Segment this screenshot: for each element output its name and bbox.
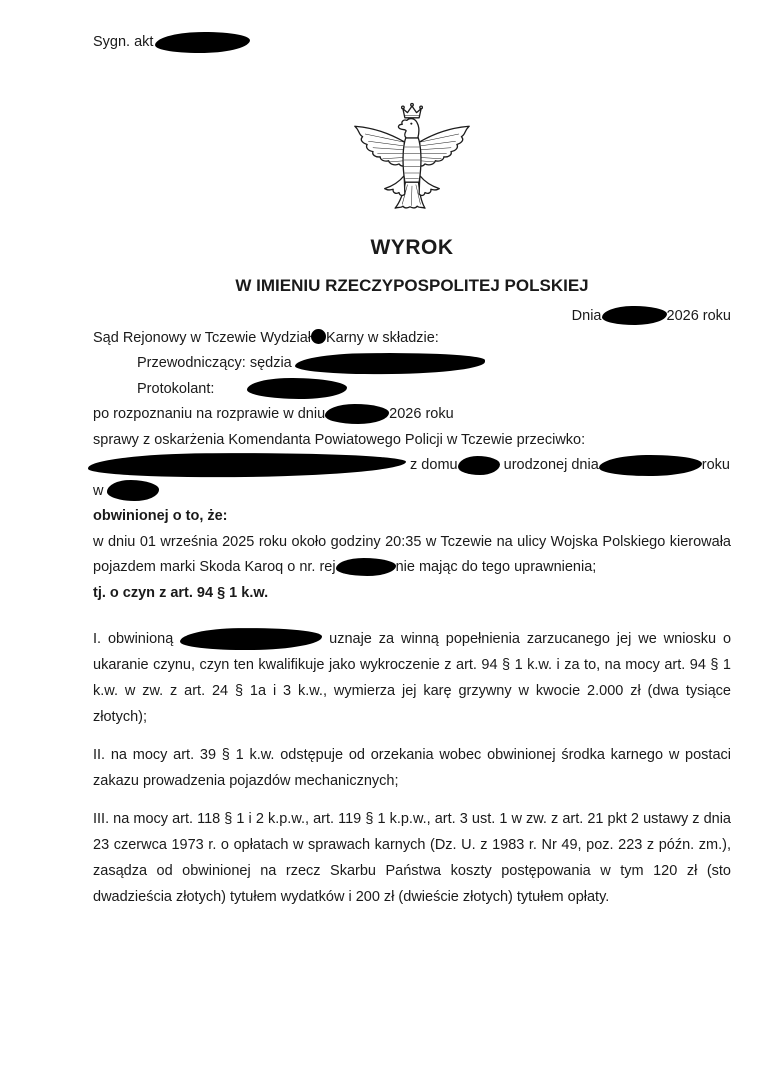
point1-body: uznaje za winną popełnienia zarzucanego jej we wniosku o ukaranie czynu, czyn ten kwalifikuje jako wykroczenie z art. 94 § 1 k.w. i za to, na mocy art. 94 § 1 k.w. w zw. z art. 24 § 1a i 3 k.w., wymierza jej karę grzywny w kwocie 2.000 zł (dwa tysiące złotych); xyxy=(93,631,732,725)
judgment-title: WYROK xyxy=(370,235,454,259)
case-number-redaction xyxy=(155,31,250,54)
charge-heading: obwinionej o to, że: xyxy=(93,508,228,524)
hearing-prefix: po rozpoznaniu na rozprawie w dniu xyxy=(93,406,326,422)
department-number-redaction xyxy=(311,329,326,344)
case-number-line xyxy=(93,30,731,56)
court-division: Karny w składzie: xyxy=(326,329,439,346)
clerk-line xyxy=(93,377,731,403)
verdict-point-3: III. na mocy art. 118 § 1 i 2 k.p.w., art. 119 § 1 k.p.w., art. 3 ust. 1 w zw. z art. 21 pkt 2 ustawy z dnia 23 czerwca 1973 r. o opłatach w sprawach karnych (Dz. U. z 1983 r. Nr 49, poz. 223 z późn. zm.), zasądza od obwinionej na rzecz Skarbu Państwa koszty postępowania w tym 120 zł (sto dwadzieścia złotych) tytułem wydatków i 200 zł (dwieście złotych) tytułem opłaty. xyxy=(93,811,731,905)
registration-number-redaction xyxy=(336,558,396,576)
presiding-judge-label: Przewodniczący: sędzia xyxy=(137,355,292,371)
date-prefix: Dnia xyxy=(571,307,602,324)
defendant-name-redaction xyxy=(88,452,406,478)
charge-text-2: nie mając do tego uprawnienia; xyxy=(395,559,597,575)
court-composition-line xyxy=(93,326,731,352)
residence-line xyxy=(93,479,731,505)
date-suffix: 2026 roku xyxy=(666,307,731,324)
verdict-point-2: II. na mocy art. 39 § 1 k.w. odstępuje od orzekania wobec obwinionej środka karnego w postaci zakazu prowadzenia pojazdów mechanicznych; xyxy=(93,747,731,789)
case-number-label: Sygn. akt xyxy=(93,34,154,50)
accusation-line: sprawy z oskarżenia Komendanta Powiatowego Policji w Tczewie przeciwko: xyxy=(93,431,586,448)
charge-qualification: tj. o czyn z art. 94 § 1 k.w. xyxy=(93,584,269,601)
charge-text-1: w dniu 01 września 2025 roku około godziny 20:35 w Tczewie na ulicy Wojska Polskiego kierowała pojazdem marki Skoda Karoq o nr. rej xyxy=(93,533,731,575)
judgment-subtitle: W IMIENIU RZECZYPOSPOLITEJ POLSKIEJ xyxy=(235,275,589,295)
clerk-name-redaction xyxy=(247,378,347,400)
emblem-container xyxy=(93,100,731,224)
verdict-point-1 xyxy=(93,626,731,730)
residence-prefix: w xyxy=(93,482,104,499)
court-name: Sąd Rejonowy w Tczewie Wydział xyxy=(93,329,311,346)
presiding-judge-line xyxy=(93,351,731,377)
residence-city-redaction xyxy=(107,480,159,502)
defendant-line xyxy=(93,453,731,479)
hearing-date-redaction xyxy=(325,404,389,424)
verdict-section xyxy=(93,626,731,910)
birth-date-label: urodzonej dnia xyxy=(503,457,599,473)
birth-year-suffix: roku xyxy=(701,457,730,473)
polish-eagle-emblem xyxy=(347,100,477,224)
maiden-name-redaction xyxy=(458,456,500,475)
hearing-suffix: 2026 roku xyxy=(389,406,454,422)
birth-date-redaction xyxy=(599,454,702,476)
date-redaction xyxy=(601,306,666,326)
point1-prefix: I. obwinioną xyxy=(93,631,174,647)
judge-name-redaction xyxy=(295,352,485,375)
judgment-date-line xyxy=(93,306,731,326)
hearing-line xyxy=(93,402,731,428)
accused-name-redaction xyxy=(180,627,322,650)
charge-paragraph xyxy=(93,530,731,581)
maiden-name-label: z domu xyxy=(410,457,458,473)
clerk-label: Protokolant: xyxy=(137,380,215,397)
